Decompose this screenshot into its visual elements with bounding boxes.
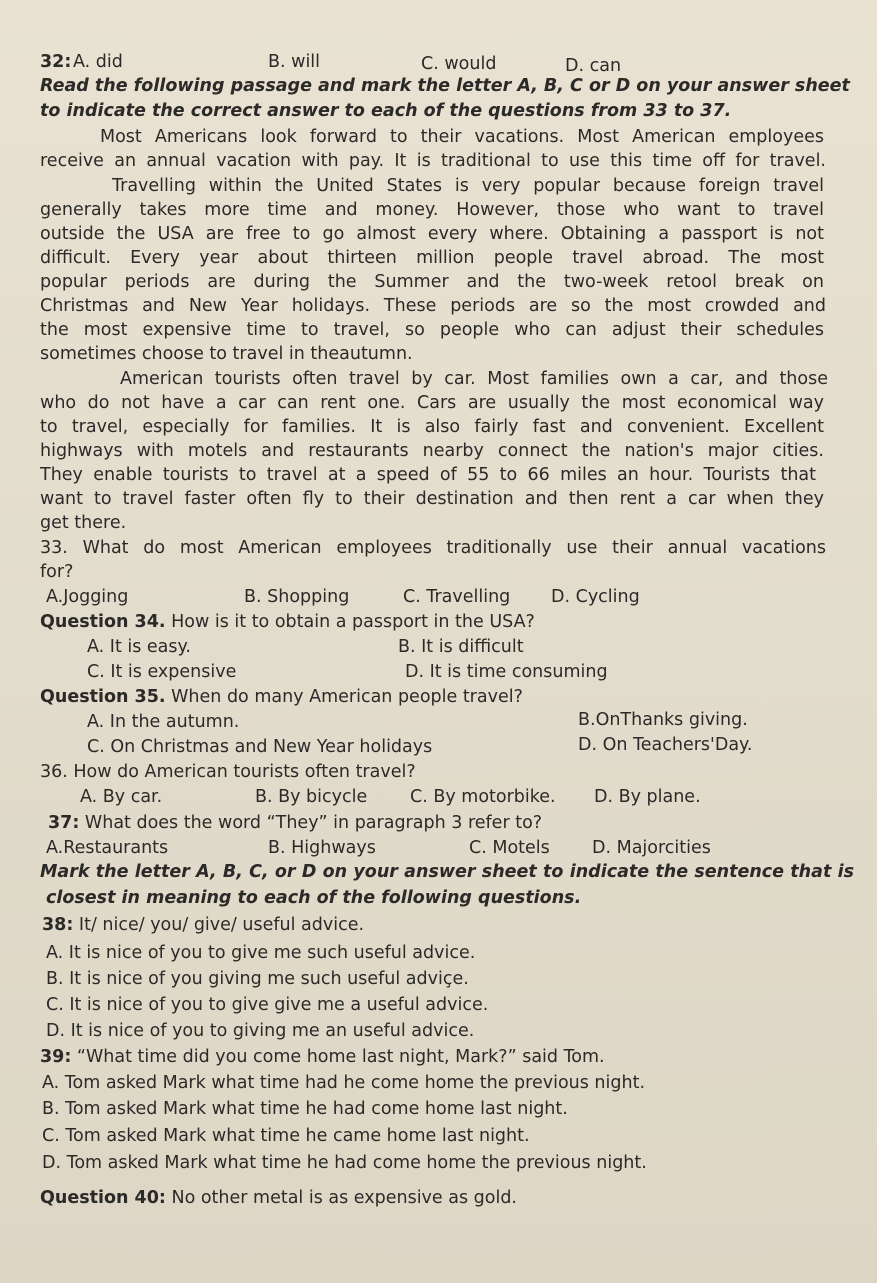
q40-label: Question 40: (40, 1188, 166, 1208)
q34-option-d: D. It is time consuming (405, 662, 608, 682)
q38-option-c: C. It is nice of you to give give me a useful advice. (46, 995, 489, 1015)
q37-option-b: B. Highways (268, 838, 376, 858)
q36-option-b: B. By bicycle (255, 787, 368, 807)
q35-option-c: C. On Christmas and New Year holidays (87, 737, 433, 757)
q38-question (42, 913, 364, 937)
q35-option-d: D. On Teachers'Day. (578, 735, 753, 755)
q32-option-b: B. will (268, 52, 321, 72)
q34-option-c: C. It is expensive (87, 662, 237, 682)
passage-p2-line-1: Travelling within the United States is very popular because foreign travel (112, 176, 824, 196)
q38-option-b: B. It is nice of you giving me such useful adviçe. (46, 969, 469, 989)
q38-option-a: A. It is nice of you to give me such useful advice. (46, 943, 476, 963)
passage-p3-line-3: to travel, especially for families. It is also fairly fast and convenient. Excellent (40, 417, 824, 437)
q39-option-b: B. Tom asked Mark what time he had come home last night. (42, 1099, 568, 1119)
passage-p2-line-3: outside the USA are free to go almost every where. Obtaining a passport is not (40, 224, 824, 244)
q36-option-a: A. By car. (80, 787, 163, 807)
q32-option-a: A. did (73, 52, 123, 72)
q37-question (48, 811, 542, 835)
instruction-2-line-1: Mark the letter A, B, C, or D on your answer sheet to indicate the sentence that is (40, 862, 854, 882)
q32-option-d: D. can (565, 56, 622, 76)
passage-p2-line-5: popular periods are during the Summer and the two-week retool break on (40, 272, 824, 292)
q33-option-d: D. Cycling (551, 587, 640, 607)
q37-label: 37: (48, 813, 80, 833)
q39-label: 39: (40, 1047, 72, 1067)
q34-label: Question 34. (40, 612, 166, 632)
q35-option-b: B.OnThanks giving. (578, 710, 748, 730)
instruction-1-line-1: Read the following passage and mark the letter A, B, C or D on your answer sheet (40, 76, 850, 96)
passage-p3-line-6: want to travel faster often fly to their destination and then rent a car when they (40, 489, 824, 509)
passage-p3-line-4: highways with motels and restaurants nearby connect the nation's major cities. (40, 441, 824, 461)
q33-option-b: B. Shopping (244, 587, 350, 607)
instruction-2-line-2: closest in meaning to each of the following questions. (46, 888, 582, 908)
q34-question (40, 610, 535, 634)
q39-question (40, 1045, 605, 1069)
passage-p2-line-8: sometimes choose to travel in theautumn. (40, 344, 413, 364)
q36-option-d: D. By plane. (594, 787, 701, 807)
passage-p1-line-2: receive an annual vacation with pay. It is traditional to use this time off for travel. (40, 151, 826, 171)
q33-option-c: C. Travelling (403, 587, 511, 607)
q35-text: When do many American people travel? (165, 687, 523, 707)
q37-option-c: C. Motels (469, 838, 550, 858)
q34-option-b: B. It is difficult (398, 637, 524, 657)
q35-question (40, 685, 523, 709)
q32-option-c: C. would (421, 54, 497, 74)
q33-option-a: A.Jogging (46, 587, 129, 607)
q39-option-d: D. Tom asked Mark what time he had come home the previous night. (42, 1153, 647, 1173)
q40-question (40, 1186, 517, 1210)
passage-p3-line-5: They enable tourists to travel at a speed of 55 to 66 miles an hour. Tourists that (40, 465, 816, 485)
q40-text: No other metal is as expensive as gold. (165, 1188, 517, 1208)
q37-text: What does the word “They” in paragraph 3 refer to? (79, 813, 543, 833)
q33-question-line-2: for? (40, 562, 74, 582)
q37-option-d: D. Majorcities (592, 838, 711, 858)
q34-option-a: A. It is easy. (87, 637, 191, 657)
q39-text: “What time did you come home last night, Mark?” said Tom. (71, 1047, 605, 1067)
q39-option-c: C. Tom asked Mark what time he came home last night. (42, 1126, 530, 1146)
q38-text: It/ nice/ you/ give/ useful advice. (73, 915, 365, 935)
instruction-1-line-2: to indicate the correct answer to each of the questions from 33 to 37. (40, 101, 732, 121)
passage-p2-line-6: Christmas and New Year holidays. These periods are so the most crowded and (40, 296, 826, 316)
passage-p2-line-7: the most expensive time to travel, so people who can adjust their schedules (40, 320, 824, 340)
q38-option-d: D. It is nice of you to giving me an useful advice. (46, 1021, 475, 1041)
passage-p3-line-7: get there. (40, 513, 127, 533)
q35-option-a: A. In the autumn. (87, 712, 240, 732)
q39-option-a: A. Tom asked Mark what time had he come home the previous night. (42, 1073, 646, 1093)
q33-question-line-1: 33. What do most American employees traditionally use their annual vacations (40, 538, 826, 558)
q35-label: Question 35. (40, 687, 166, 707)
q37-option-a: A.Restaurants (46, 838, 169, 858)
passage-p1-line-1: Most Americans look forward to their vacations. Most American employees (100, 127, 824, 147)
q36-question: 36. How do American tourists often travel? (40, 762, 416, 782)
q38-label: 38: (42, 915, 74, 935)
passage-p3-line-1: American tourists often travel by car. Most families own a car, and those (120, 369, 828, 389)
q32-label: 32: (40, 52, 72, 72)
passage-p2-line-4: difficult. Every year about thirteen million people travel abroad. The most (40, 248, 824, 268)
passage-p3-line-2: who do not have a car can rent one. Cars are usually the most economical way (40, 393, 824, 413)
passage-p2-line-2: generally takes more time and money. However, those who want to travel (40, 200, 824, 220)
q36-option-c: C. By motorbike. (410, 787, 556, 807)
q34-text: How is it to obtain a passport in the USA? (165, 612, 535, 632)
